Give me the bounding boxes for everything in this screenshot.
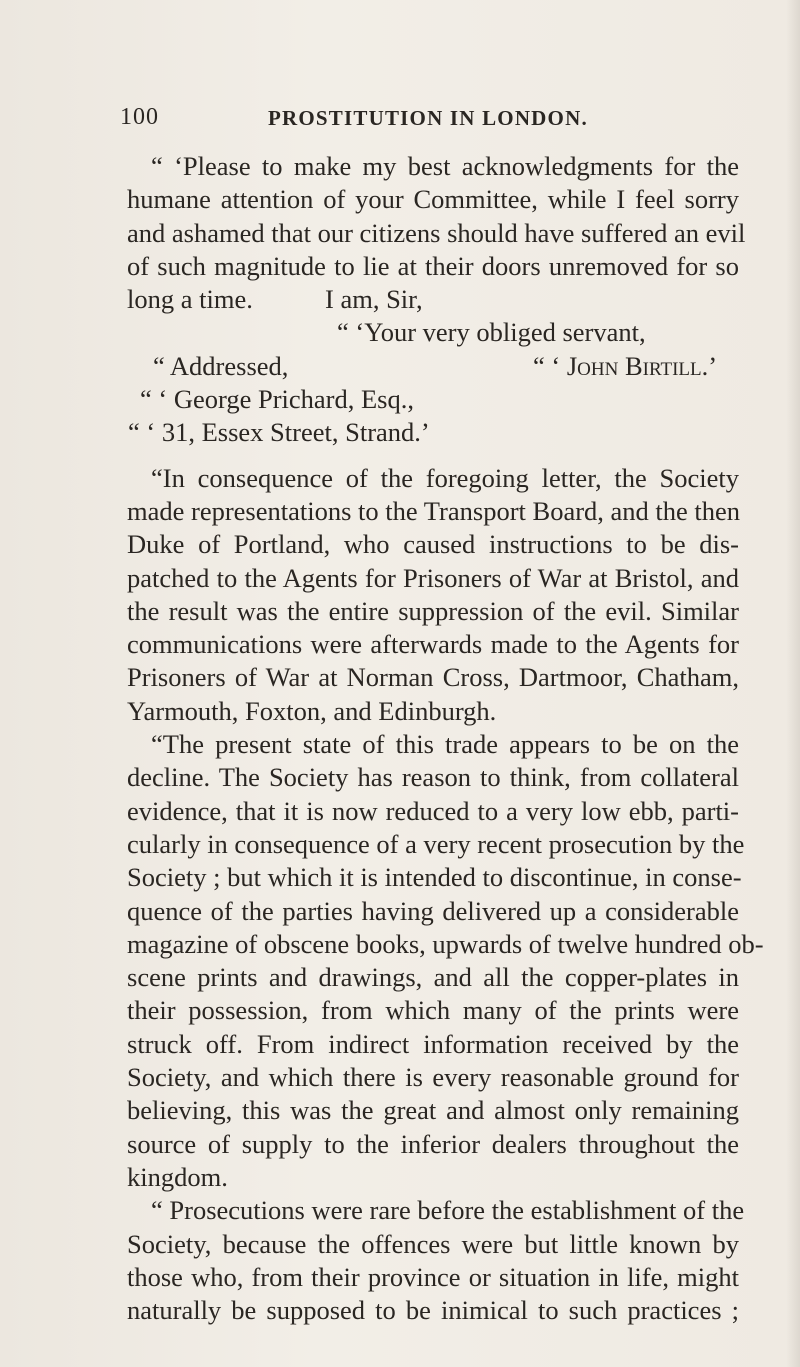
text-line: Yarmouth, Foxton, and Edinburgh. xyxy=(127,695,497,726)
closing-servant: “ ‘Your very obliged servant, xyxy=(337,317,646,348)
text-line: evidence, that it is now reduced to a very low ebb, parti- xyxy=(127,795,739,826)
running-title: PROSTITUTION IN LONDON. xyxy=(268,106,588,130)
text-line: humane attention of your Committee, while I feel sorry xyxy=(127,184,739,215)
closing-row xyxy=(127,283,739,316)
text-line: decline. The Society has reason to think, from collateral xyxy=(127,762,739,793)
paragraph xyxy=(127,728,764,1194)
text-line: scene prints and drawings, and all the copper-plates in xyxy=(127,962,739,993)
signature: “ ‘ John Birtill.’ xyxy=(533,350,718,381)
text-line: those who, from their province or situation in life, might xyxy=(127,1261,739,1292)
text-line: Society, because the offences were but little known by xyxy=(127,1228,739,1259)
text-line: magazine of obscene books, upwards of twelve hundred ob- xyxy=(127,928,764,959)
text-line: and ashamed that our citizens should have suffered an evil xyxy=(127,217,746,248)
text-line: kingdom. xyxy=(127,1161,228,1192)
letter-block xyxy=(127,150,746,450)
closing-salutation: I am, Sir, xyxy=(325,284,423,315)
text-line: “ ‘Please to make my best acknowledgments for the xyxy=(151,151,739,181)
text-line: cularly in consequence of a very recent prosecution by the xyxy=(127,828,745,859)
text-line: believing, this was the great and almost only remaining xyxy=(127,1095,739,1126)
text-line: quence of the parties having delivered up a considerable xyxy=(127,895,739,926)
closing-row xyxy=(127,350,739,383)
text-line: naturally be supposed to be inimical to such practices ; xyxy=(127,1295,739,1326)
text-line: their possession, from which many of the prints were xyxy=(127,995,739,1026)
body-text xyxy=(127,150,764,1327)
paragraph xyxy=(127,462,739,728)
text-line: Prisoners of War at Norman Cross, Dartmoor, Chatham, xyxy=(127,662,739,693)
paragraph xyxy=(127,1194,745,1327)
spine-shadow xyxy=(786,0,800,1367)
page-number: 100 xyxy=(120,104,159,130)
text-line: Society ; but which it is intended to discontinue, in conse- xyxy=(127,862,742,893)
text-line: of such magnitude to lie at their doors unremoved for so xyxy=(127,250,739,281)
text-line: “ Prosecutions were rare before the establishment of the xyxy=(151,1195,745,1226)
text-line: made representations to the Transport Board, and the then xyxy=(127,495,741,526)
closing-row xyxy=(127,416,739,449)
addressed-label: “ Addressed, xyxy=(153,350,289,381)
text-line: communications were afterwards made to the Agents for xyxy=(127,629,739,660)
address: “ ‘ 31, Essex Street, Strand.’ xyxy=(128,417,430,448)
text-line: Duke of Portland, who caused instructions to be dis- xyxy=(127,529,739,560)
text-line: “In consequence of the foregoing letter, the Society xyxy=(151,462,739,493)
running-head xyxy=(120,104,760,138)
text-line: “The present state of this trade appears to be on the xyxy=(151,729,739,760)
text-line: struck off. From indirect information received by the xyxy=(127,1028,739,1059)
closing-row xyxy=(127,316,739,349)
text-line: Society, and which there is every reasonable ground for xyxy=(127,1062,739,1093)
text-line: the result was the entire suppression of the evil. Similar xyxy=(127,595,739,626)
text-line: source of supply to the inferior dealers throughout the xyxy=(127,1128,739,1159)
text-line: patched to the Agents for Prisoners of War at Bristol, and xyxy=(127,562,739,593)
closing-row xyxy=(127,383,739,416)
text-line: long a time. xyxy=(127,284,253,315)
addressee: “ ‘ George Prichard, Esq., xyxy=(140,384,414,415)
